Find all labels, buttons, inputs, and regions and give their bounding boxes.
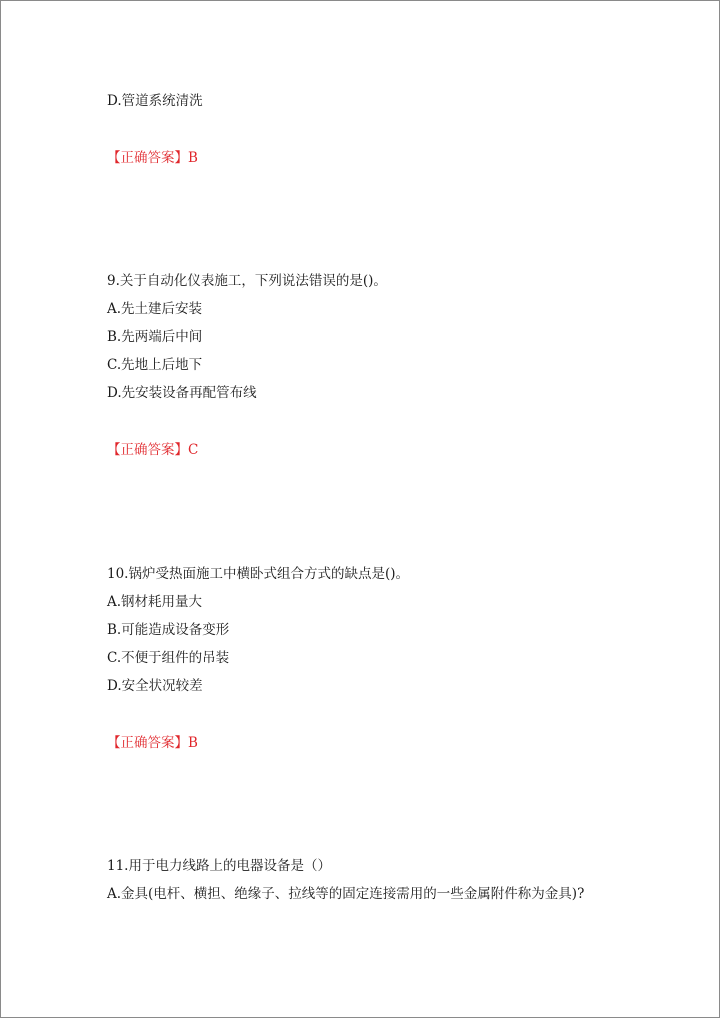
q10-stem: 10.锅炉受热面施工中横卧式组合方式的缺点是()。	[107, 566, 410, 582]
q10-correct-answer: 【正确答案】B	[107, 735, 198, 751]
q9-option-c: C.先地上后地下	[107, 357, 203, 373]
q11-option-a: A.金具(电杆、横担、绝缘子、拉线等的固定连接需用的一些金属附件称为金具)?	[107, 886, 585, 902]
q10-option-a: A.钢材耗用量大	[107, 594, 203, 610]
q11-stem: 11.用于电力线路上的电器设备是（）	[107, 858, 331, 874]
q10-option-b: B.可能造成设备变形	[107, 622, 230, 638]
q10-option-d: D.安全状况较差	[107, 678, 203, 694]
prev-correct-answer: 【正确答案】B	[107, 150, 198, 166]
q9-stem: 9.关于自动化仪表施工，下列说法错误的是()。	[107, 273, 387, 289]
q9-option-b: B.先两端后中间	[107, 329, 203, 345]
q9-option-d: D.先安装设备再配管布线	[107, 385, 257, 401]
q9-correct-answer: 【正确答案】C	[107, 442, 199, 458]
q10-option-c: C.不便于组件的吊装	[107, 650, 230, 666]
q9-option-a: A.先土建后安装	[107, 301, 203, 317]
prev-option-d: D.管道系统清洗	[107, 93, 203, 109]
